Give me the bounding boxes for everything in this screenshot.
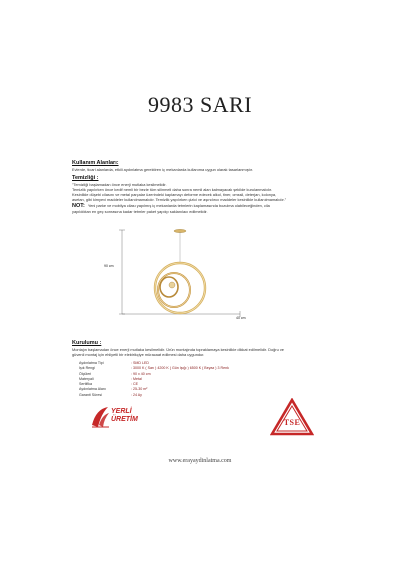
note-line: yapıldıktan en geç sonrasına kadar tetmler paket yapılıp saklanılacı edilmelidir. — [72, 209, 208, 214]
spec-value: : 3000 K ( Sarı ) 4200 K ( Gün Işığı ) 6500 K ( Beyaz ) 3 Renk — [131, 366, 229, 371]
usage-heading: Kullanım Alanları: — [72, 160, 119, 166]
cleaning-text-block — [72, 182, 342, 202]
spec-value: : Metal — [131, 376, 142, 381]
spec-key: Aydınlatma Alanı — [79, 387, 106, 392]
cleaning-line: "Temizliği başlamadan önce enerji mutlaka kesilmelidir. — [72, 182, 167, 187]
specs-table — [79, 361, 339, 398]
ring-ornament — [169, 282, 175, 288]
yerli-uretim-badge — [90, 405, 136, 429]
spec-value: : 90 x 40 cm — [131, 371, 151, 376]
spec-value: : SMD LED — [131, 361, 149, 365]
tse-logo-text: TSE — [283, 418, 301, 427]
cleaning-line: asetan, gibi kimyevi maddeler kullanılmamalıdır. Temizlik yapılırken çizici ve aşındırıcı maddeler kesinlikle kullanılmamalıdır." — [72, 197, 287, 203]
width-label: 40 cm — [236, 316, 246, 320]
spec-key: Garanti Süresi — [79, 392, 102, 397]
cleaning-line: Kesinlikle düşebi cilasını ve metal parçalar üzerindeki kaplamayı deforme edecek alkol, tiner, cmssil, deterjan, kolonya, — [72, 192, 277, 198]
chandelier-drawing — [100, 218, 330, 328]
website-url: www.erayaydinlatma.com — [168, 458, 232, 464]
tse-logo — [270, 398, 314, 436]
height-label: 90 cm — [104, 264, 114, 268]
note-line: Yeni parke ve mobilya cilası yapılmış iç mekanlarda tetmlerin kaplamasında bozulma olabileceğinden, cila — [87, 203, 270, 208]
spec-key: Ölçüleri — [79, 371, 92, 376]
spec-key: Aydınlatma Tipi — [79, 361, 104, 365]
usage-text: Evlerde, ticari alanlarda, etkili aydınlatma gerektiren iç mekanlarda kullanıma uygun olarak tasarlanmıştır. — [72, 167, 253, 172]
installation-line: Montajın başlamadan önce enerji mutlaka kesilmelidir. Ürün montajında topraklamaya kesinlikle dikkat edilmelidir. Doğru ve — [72, 347, 284, 352]
cleaning-heading: Temizliği : — [72, 175, 99, 181]
inner-ring — [160, 277, 178, 297]
cleaning-line: Temizlik yapılırken önce kedif nemli bir bezle tüm silinmeli daha sonra nemli alan kalmayacak şekilde kurulanmalıdır. — [72, 187, 273, 193]
installation-heading: Kurulumu : — [72, 340, 102, 346]
flag-swoosh-icon — [90, 405, 110, 429]
spec-key: Materyali — [79, 376, 94, 381]
spec-key: Işık Rengi — [79, 366, 95, 371]
spec-value: : CE — [131, 382, 138, 387]
spec-value: : 24 Ay — [131, 392, 142, 397]
badge-line2: ÜRETİM — [111, 416, 138, 423]
spec-key: Sertifika — [79, 382, 92, 387]
badge-line1: YERLİ — [111, 408, 132, 415]
note-heading: NOT: — [72, 203, 85, 209]
spec-value: : 25-30 m² — [131, 387, 148, 392]
product-title: 9983 SARI — [147, 92, 253, 117]
installation-line: güvenli montaj için ehliyetli bir elektrikçiye müracaat edilmesi daha uygundur. — [72, 352, 205, 358]
installation-text-block — [72, 347, 342, 357]
